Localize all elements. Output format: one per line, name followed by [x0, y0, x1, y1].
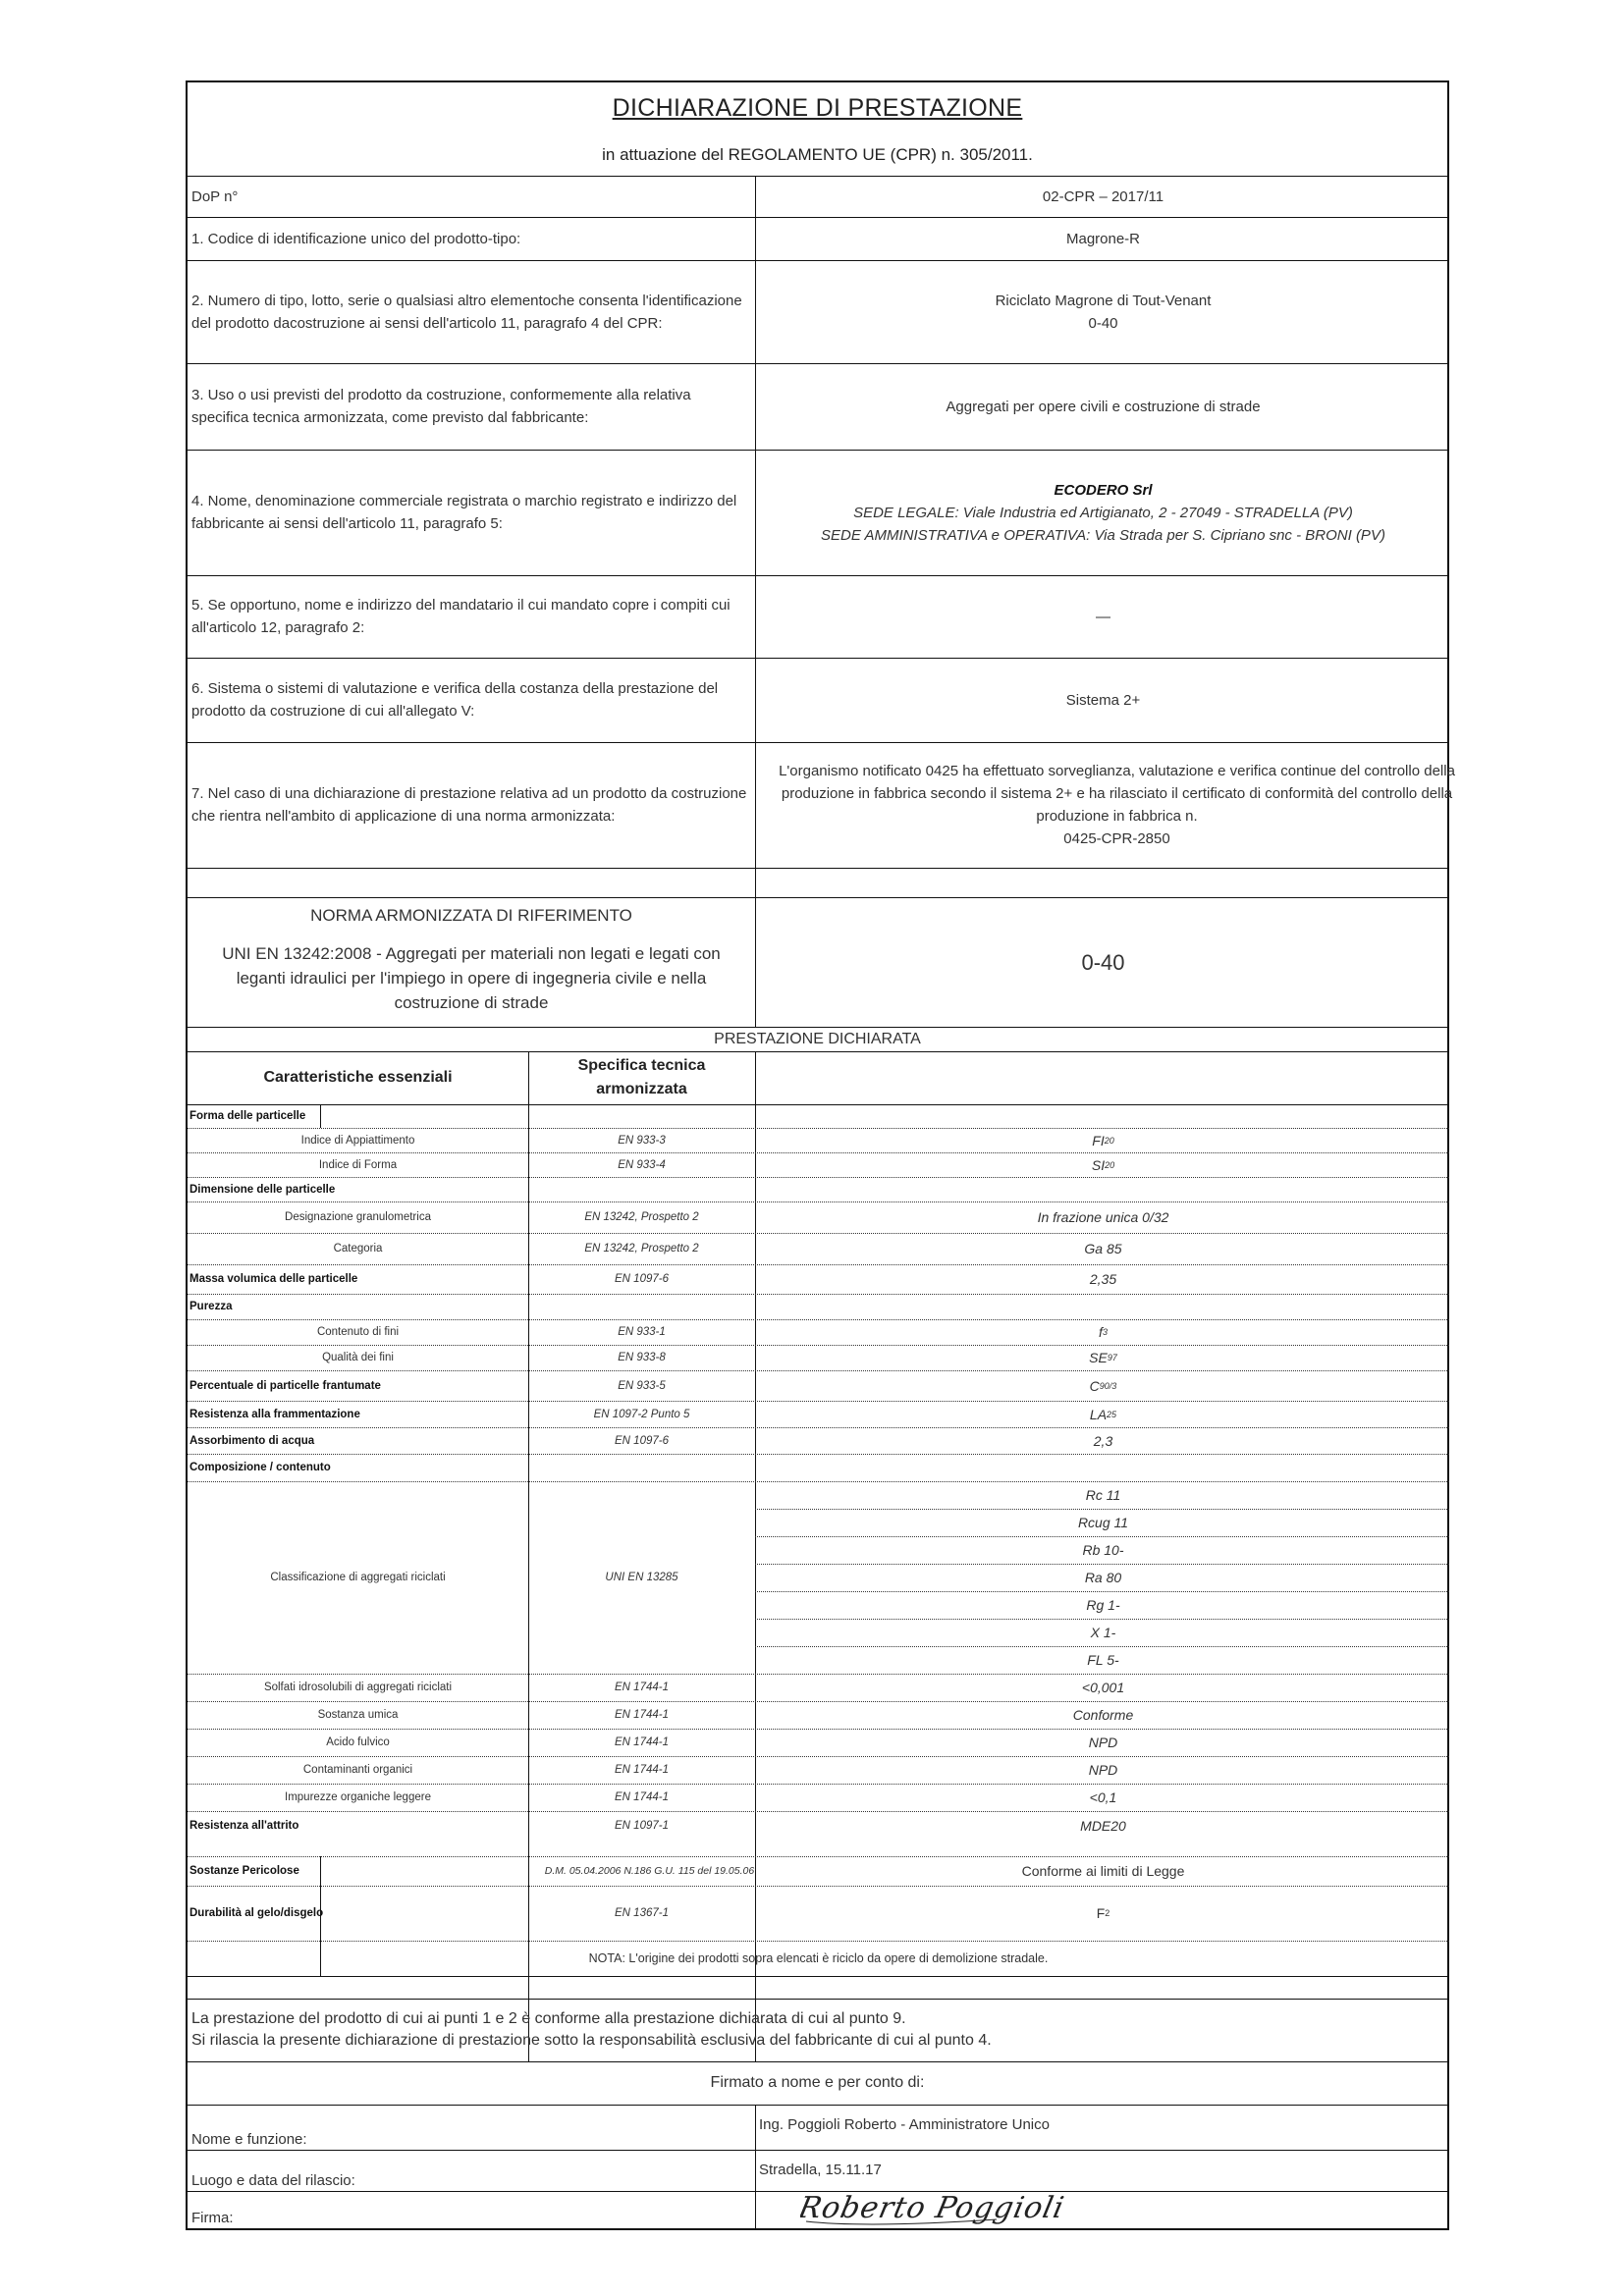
categoria-value: Ga 85: [1084, 1241, 1122, 1256]
performance-section-title: PRESTAZIONE DICHIARATA: [714, 1031, 921, 1047]
statement-line-1: La prestazione del prodotto di cui ai punti 1 e 2 è conforme alla prestazione dichiarata di cui al punto 9.: [191, 2010, 906, 2027]
manufacturer-name: ECODERO Srl: [1054, 481, 1153, 499]
contaminanti-spec: EN 1744-1: [615, 1764, 669, 1776]
categoria-label: Categoria: [333, 1243, 383, 1255]
appiattimento-spec: EN 933-3: [618, 1134, 666, 1147]
forma-label: Indice di Forma: [318, 1158, 398, 1171]
row5-value: —: [1096, 608, 1110, 625]
row4-value: [757, 450, 1449, 575]
classificazione-label: Classificazione di aggregati riciclati: [270, 1572, 446, 1583]
norma-cell: [188, 897, 755, 1027]
name-value: Ing. Poggioli Roberto - Amministratore Unico: [759, 2116, 1050, 2133]
qualita-fini-label: Qualità dei fini: [322, 1352, 394, 1363]
row2-value: [757, 260, 1449, 363]
norma-value: 0-40: [1081, 949, 1125, 975]
document-subtitle: in attuazione del REGOLAMENTO UE (CPR) n. 305/2011.: [602, 145, 1033, 164]
signature-drawing: [800, 2184, 1114, 2235]
impurezze-value: <0,1: [1089, 1789, 1117, 1805]
contaminanti-value: NPD: [1088, 1762, 1118, 1778]
umica-value: Conforme: [1072, 1707, 1134, 1723]
row6-label: 6. Sistema o sistemi di valutazione e verifica della costanza della prestazione del prodotto da costruzione di cui all'allegato V:: [191, 680, 719, 720]
solfati-value: <0,001: [1081, 1680, 1125, 1695]
statement-line-2: Si rilascia la presente dichiarazione di prestazione sotto la responsabilità esclusiva del fabbricante di cui al punto 4.: [191, 2032, 992, 2049]
document-title: DICHIARAZIONE DI PRESTAZIONE: [612, 94, 1023, 122]
group-purezza: Purezza: [189, 1301, 233, 1312]
fini-spec: EN 933-1: [618, 1326, 666, 1338]
class-value-rg: Rg 1-: [1086, 1597, 1120, 1613]
gelo-value: F 2: [1096, 1905, 1110, 1921]
class-value-x: X 1-: [1090, 1625, 1116, 1640]
norma-text: UNI EN 13242:2008 - Aggregati per materiali non legati e legati con leganti idraulici per l'impiego in opere di ingegneria civile e nella costruzione di strade: [222, 944, 721, 1012]
signed-for: Firmato a nome e per conto di:: [710, 2074, 925, 2091]
massa-spec: EN 1097-6: [615, 1273, 669, 1285]
assorbimento-label: Assorbimento di acqua: [189, 1434, 315, 1447]
place-value: Stradella, 15.11.17: [759, 2162, 882, 2178]
row7-text: L'organismo notificato 0425 ha effettuato sorveglianza, valutazione e verifica continue del controllo della produzione in fabbrica secondo il sistema 2+ e ha rilasciato il certificato di conformità del controllo della produzione in fabbrica n.: [779, 763, 1455, 825]
admin-address: SEDE AMMINISTRATIVA e OPERATIVA: Via Strada per S. Cipriano snc - BRONI (PV): [821, 526, 1385, 544]
frantumate-spec: EN 933-5: [618, 1379, 666, 1392]
row3-value: Aggregati per opere civili e costruzione di strade: [946, 398, 1261, 415]
group-composizione: Composizione / contenuto: [189, 1462, 331, 1473]
massa-label: Massa volumica delle particelle: [189, 1273, 358, 1285]
granulometria-spec: EN 13242, Prospetto 2: [584, 1211, 699, 1223]
gelo-spec: EN 1367-1: [615, 1907, 669, 1919]
class-value-rcug: Rcug 11: [1077, 1515, 1129, 1530]
row4-label: 4. Nome, denominazione commerciale registrata o marchio registrato e indirizzo del fabbricante ai sensi dell'articolo 11, paragrafo 5:: [191, 493, 737, 532]
granulometria-label: Designazione granulometrica: [285, 1211, 431, 1223]
row7-certificate: 0425-CPR-2850: [1063, 830, 1170, 847]
umica-spec: EN 1744-1: [615, 1709, 669, 1721]
row2-value-line2: 0-40: [1088, 314, 1118, 332]
dop-label: DoP n°: [191, 187, 239, 205]
appiattimento-label: Indice di Appiattimento: [300, 1134, 415, 1147]
massa-value: 2,35: [1089, 1271, 1117, 1287]
class-value-fl: FL 5-: [1087, 1652, 1119, 1668]
row2-label: 2. Numero di tipo, lotto, serie o qualsiasi altro elementoche consenta l'identificazione del prodotto dacostruzione ai sensi dell'articolo 11, paragrafo 4 del CPR:: [191, 292, 742, 332]
attrito-label: Resistenza all'attrito: [189, 1820, 299, 1832]
qualita-fini-value: SE 97: [1089, 1350, 1117, 1365]
frammentazione-label: Resistenza alla frammentazione: [189, 1408, 360, 1420]
classificazione-spec: UNI EN 13285: [605, 1572, 678, 1583]
frammentazione-value: LA 25: [1089, 1406, 1117, 1422]
qualita-fini-spec: EN 933-8: [618, 1352, 666, 1363]
signature-label: Firma:: [191, 2210, 234, 2226]
fini-value: f 3: [1099, 1324, 1108, 1340]
svg-text:Roberto Poggioli: Roberto Poggioli: [800, 2191, 1068, 2225]
name-label: Nome e funzione:: [191, 2131, 307, 2148]
place-label: Luogo e data del rilascio:: [191, 2172, 355, 2189]
handwritten-signature: [800, 2184, 1114, 2235]
class-value-rc: Rc 11: [1085, 1487, 1121, 1503]
categoria-spec: EN 13242, Prospetto 2: [584, 1243, 699, 1255]
declaration-document: [186, 80, 1455, 2230]
col-spec-header: Specifica tecnica armonizzata: [577, 1057, 706, 1097]
umica-label: Sostanza umica: [317, 1709, 399, 1721]
impurezze-label: Impurezze organiche leggere: [285, 1791, 431, 1803]
row2-value-line1: Riciclato Magrone di Tout-Venant: [995, 292, 1212, 309]
conformity-statement: [191, 1999, 1438, 2061]
gelo-label: Durabilità al gelo/disgelo: [189, 1907, 324, 1919]
row1-value: Magrone-R: [1065, 230, 1141, 247]
pericolose-value: Conforme ai limiti di Legge: [1021, 1863, 1185, 1879]
row7-label: 7. Nel caso di una dichiarazione di prestazione relativa ad un prodotto da costruzione che rientra nell'ambito di applicazione di una norma armonizzata:: [191, 785, 747, 825]
frantumate-value: C 90/3: [1089, 1377, 1117, 1394]
pericolose-label: Sostanze Pericolose: [189, 1865, 299, 1877]
solfati-spec: EN 1744-1: [615, 1682, 669, 1693]
norma-heading: NORMA ARMONIZZATA DI RIFERIMENTO: [310, 906, 632, 925]
assorbimento-value: 2,3: [1093, 1432, 1113, 1449]
class-value-rb: Rb 10-: [1082, 1542, 1124, 1558]
attrito-value: MDE20: [1080, 1818, 1126, 1834]
fulvico-label: Acido fulvico: [326, 1736, 390, 1748]
contaminanti-label: Contaminanti organici: [302, 1764, 413, 1776]
class-value-ra: Ra 80: [1084, 1570, 1122, 1585]
row1-label: 1. Codice di identificazione unico del prodotto-tipo:: [191, 230, 521, 247]
fulvico-value: NPD: [1088, 1735, 1118, 1750]
frantumate-label: Percentuale di particelle frantumate: [189, 1379, 381, 1392]
assorbimento-spec: EN 1097-6: [615, 1434, 669, 1447]
col-characteristics-header: Caratteristiche essenziali: [263, 1069, 453, 1086]
granulometria-value: In frazione unica 0/32: [1037, 1209, 1169, 1225]
group-dimensione: Dimensione delle particelle: [189, 1183, 336, 1196]
fini-label: Contenuto di fini: [316, 1326, 400, 1338]
dop-value: 02-CPR – 2017/11: [1042, 187, 1164, 205]
nota-origine: NOTA: L'origine dei prodotti sopra elencati è riciclo da opere di demolizione stradale.: [588, 1951, 1049, 1965]
fulvico-spec: EN 1744-1: [615, 1736, 669, 1748]
legal-address: SEDE LEGALE: Viale Industria ed Artigianato, 2 - 27049 - STRADELLA (PV): [853, 504, 1353, 521]
group-forma: Forma delle particelle: [189, 1110, 306, 1122]
attrito-spec: EN 1097-1: [615, 1820, 669, 1832]
pericolose-spec: D.M. 05.04.2006 N.186 G.U. 115 del 19.05.06: [544, 1865, 755, 1877]
row5-label: 5. Se opportuno, nome e indirizzo del mandatario il cui mandato copre i compiti cui all'articolo 12, paragrafo 2:: [191, 597, 731, 636]
impurezze-spec: EN 1744-1: [615, 1791, 669, 1803]
row7-value: [757, 742, 1477, 868]
appiattimento-value: FI 20: [1092, 1132, 1114, 1148]
row3-label: 3. Uso o usi previsti del prodotto da costruzione, conformemente alla relativa specifica tecnica armonizzata, come previsto dal fabbricante:: [191, 387, 691, 426]
forma-spec: EN 933-4: [618, 1158, 666, 1171]
forma-value: SI 20: [1091, 1156, 1115, 1173]
solfati-label: Solfati idrosolubili di aggregati riciclati: [263, 1682, 453, 1693]
row6-value: Sistema 2+: [1065, 691, 1141, 709]
frammentazione-spec: EN 1097-2 Punto 5: [593, 1408, 690, 1420]
